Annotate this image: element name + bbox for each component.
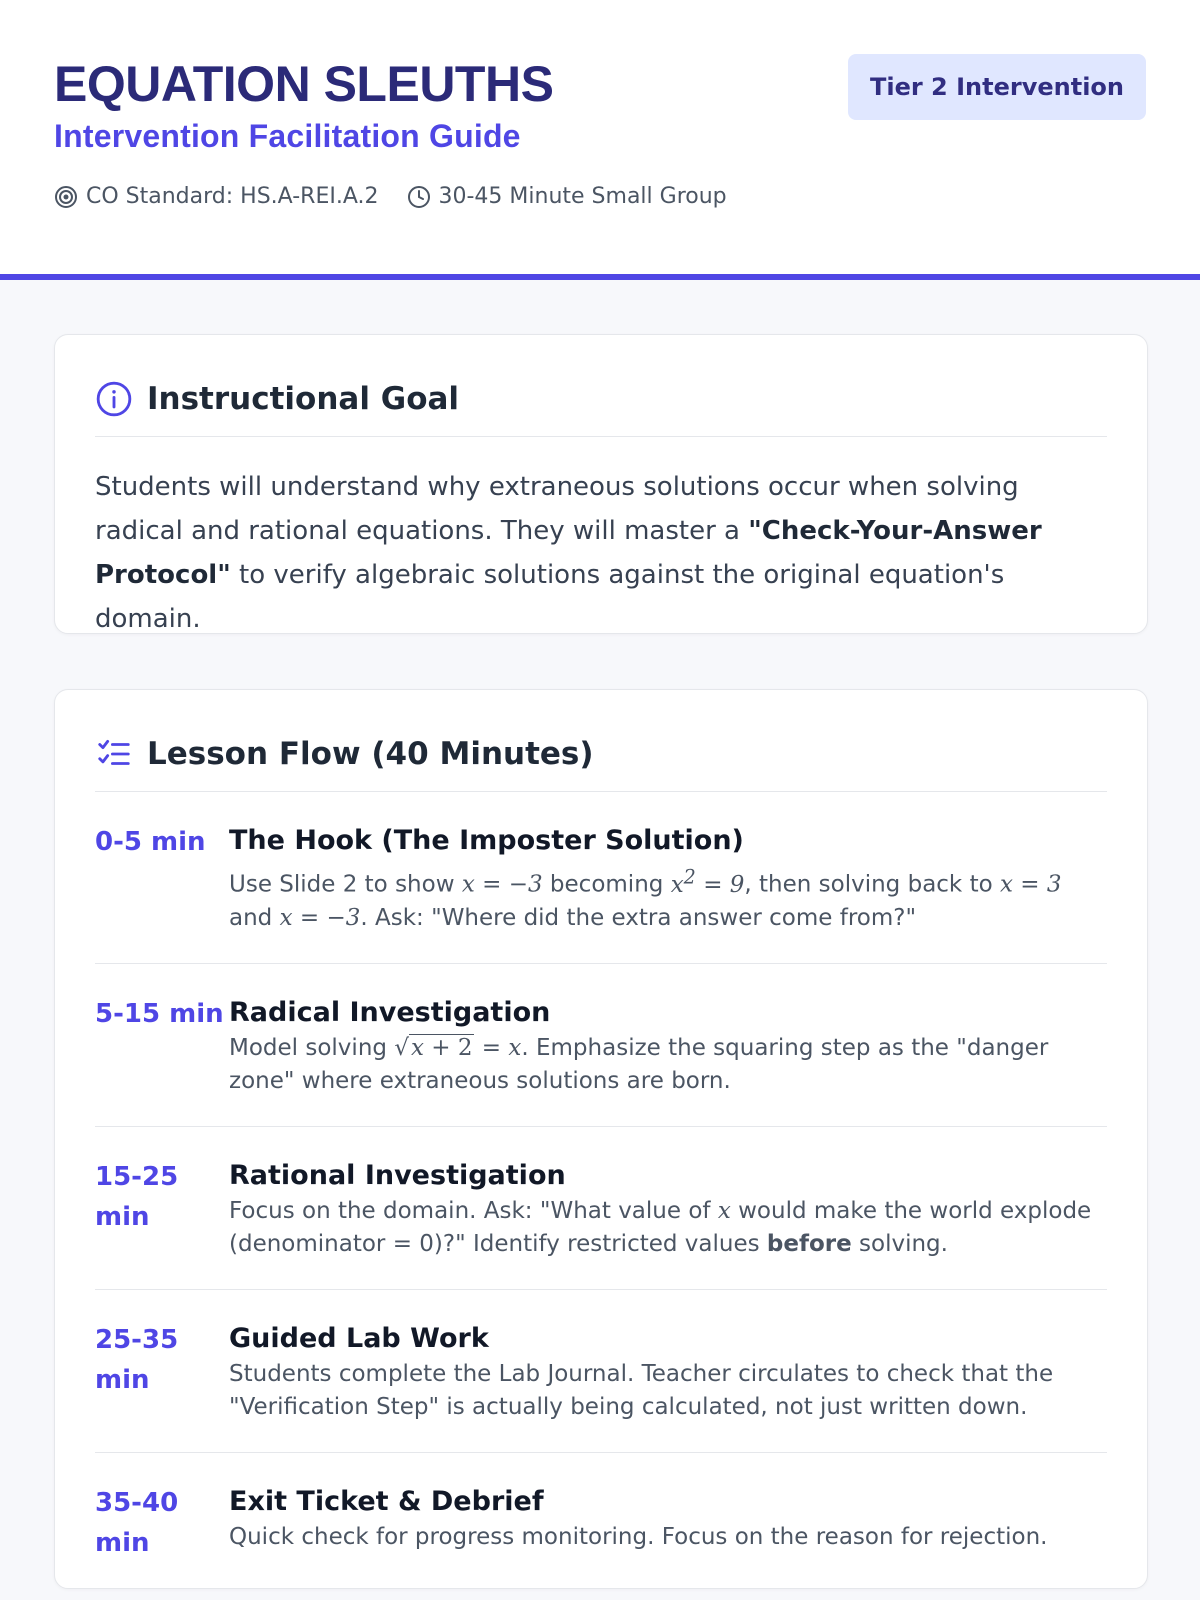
step-body (229, 1483, 1107, 1582)
step-title: Rational Investigation (229, 1159, 566, 1191)
math-expression: √x + 2 = x (394, 1034, 522, 1061)
step-body (229, 1320, 1107, 1452)
math-expression: x (717, 1197, 731, 1224)
goal-header (95, 335, 1107, 437)
step-title: The Hook (The Imposter Solution) (229, 825, 744, 856)
step-description: Model solving √x + 2 = x. Emphasize the squaring step as the "danger zone" where extraneous solutions are born. (229, 1034, 1049, 1094)
goal-title: Instructional Goal (147, 380, 460, 417)
flow-title: Lesson Flow (40 Minutes) (147, 735, 594, 772)
standard-meta (54, 184, 379, 209)
duration-text: 30-45 Minute Small Group (438, 184, 727, 209)
step-time: 25-35 min (95, 1324, 179, 1395)
step-time: 15-25 min (95, 1161, 179, 1232)
step-description: Students complete the Lab Journal. Teacher circulates to check that the "Verification Step" is actually being calculated, not just written down. (229, 1360, 1054, 1420)
math-expression: x = 3 (999, 871, 1062, 898)
step-title: Exit Ticket & Debrief (229, 1485, 544, 1517)
flow-step-rational (95, 1127, 1107, 1290)
flow-step-hook (95, 792, 1107, 964)
step-title: Radical Investigation (229, 996, 551, 1028)
clock-icon (407, 185, 431, 209)
math-expression: $x^2 = 9$ (670, 865, 745, 898)
step-time: 0-5 min (95, 827, 206, 857)
instructional-goal-card (54, 334, 1148, 634)
page-subtitle: Intervention Facilitation Guide (54, 118, 521, 154)
math-expression: x = −3 (279, 904, 361, 931)
math-expression: x = −3 (461, 871, 543, 898)
page-header (0, 0, 1200, 280)
flow-step-exit (95, 1453, 1107, 1582)
page-title: EQUATION SLEUTHS (54, 56, 554, 112)
goal-text-part: to verify algebraic solutions against the original equation's domain. (95, 560, 1005, 634)
goal-text (95, 465, 1107, 641)
info-icon (95, 380, 133, 418)
step-description: Focus on the domain. Ask: "What value of x would make the world explode (denominator = 0)?" Identify restricted values before solving. (229, 1197, 1092, 1257)
goal-text-part: Students will understand why extraneous solutions occur when solving radical and rational equations. They will master a (95, 472, 1019, 546)
step-body (229, 994, 1107, 1126)
step-body (229, 822, 1107, 963)
lesson-flow-card (54, 689, 1148, 1589)
flow-step-lab (95, 1290, 1107, 1453)
target-icon (54, 185, 78, 209)
step-time: 5-15 min (95, 998, 224, 1029)
duration-meta (407, 184, 727, 209)
step-title: Guided Lab Work (229, 1322, 489, 1354)
meta-row (54, 184, 1200, 209)
standard-text: CO Standard: HS.A-REI.A.2 (86, 184, 379, 209)
step-time: 35-40 min (95, 1487, 179, 1558)
step-description: Quick check for progress monitoring. Focus on the reason for rejection. (229, 1523, 1048, 1550)
checklist-icon (95, 735, 133, 773)
goal-protocol-name: "Check-Your-Answer Protocol" (95, 516, 1042, 590)
flow-header (95, 690, 1107, 792)
step-description: Use Slide 2 to show x = −3 becoming $x^2 = 9$, then solving back to x = 3 and x = −3. Ask: "Where did the extra answer come from?" (229, 865, 1062, 931)
step-body (229, 1157, 1107, 1289)
tier-badge: Tier 2 Intervention (848, 54, 1146, 120)
flow-step-radical (95, 964, 1107, 1127)
